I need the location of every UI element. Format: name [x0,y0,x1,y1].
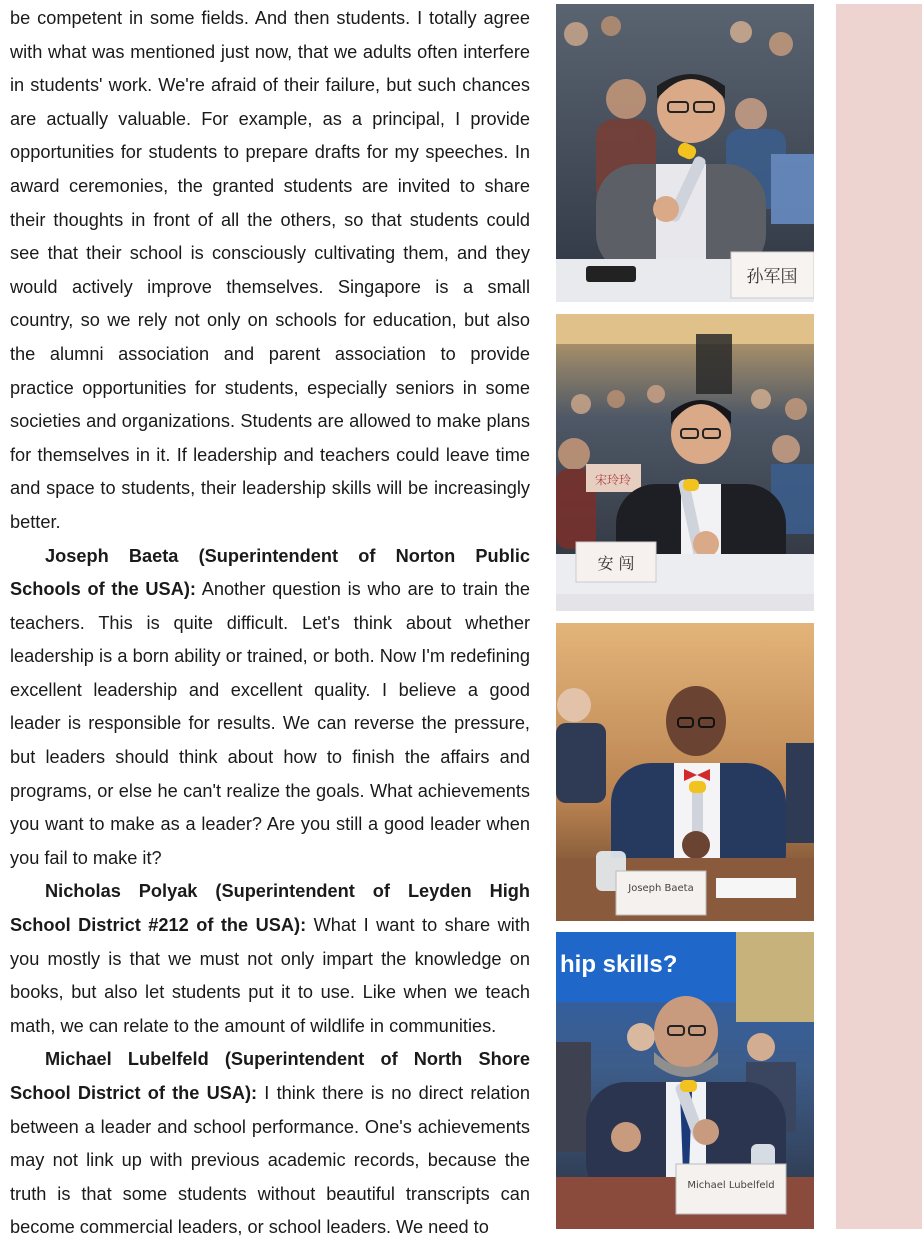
paragraph-text: Another question is who are to train the teachers. This is quite difficult. Let's think about whether leadership is a born ability or trained, or both. Now I'm redefining excellent leadership and excellent quality. I believe a good leader is responsible for results. We can reverse the pressure, but leaders should think about how to finish the affairs and programs, or else he can't realize the goals. What achievements you want to make as a leader? Are you still a good leader when you fail to make it? [10,579,530,868]
photo-speaker-4 [556,932,814,1229]
banner-text: hip skills? [560,951,678,978]
photo-speaker-3 [556,623,814,921]
speaker-name: Michael Lubelfeld (Superintendent of North Shore School District of the USA): [10,1049,530,1103]
speaker-name: Joseph Baeta (Superintendent of Norton Public Schools of the USA): [10,545,530,600]
nameplate-text: 安 闯 [597,554,635,573]
nameplate-back-text: 宋玲玲 [594,473,632,487]
article-text [10,2,530,1245]
paragraph-joseph-baeta [10,540,530,876]
paragraph-nicholas-polyak [10,875,530,1043]
paragraph-michael-lubelfeld [10,1043,530,1245]
speaker-name: Nicholas Polyak (Superintendent of Leyden High School District #212 of the USA): [10,881,530,936]
nameplate-text: Michael Lubelfeld [687,1180,775,1191]
photo-speaker-3-image [556,623,814,921]
photo-speaker-1 [556,4,814,302]
paragraph-text: be competent in some fields. And then students. I totally agree with what was mentioned just now, that we adults often interfere in students' work. We're afraid of their failure, but such chances are actually valuable. For example, as a principal, I provide opportunities for students to prepare drafts for my speeches. In award ceremonies, the granted students are invited to share their thoughts in front of all the others, so that students could see that their school is consciously cultivating them, and they would actively improve themselves. Singapore is a small country, so we rely not only on schools for education, but also the alumni association and parent association to provide practice opportunities for students, especially seniors in some societies and organizations. Students are allowed to make plans for themselves in it. If leadership and teachers could leave time and space to students, their leadership skills will be increasingly better. [10,8,530,532]
photo-speaker-1-image [556,4,814,302]
paragraph-continuation [10,2,530,540]
photo-speaker-2-image [556,314,814,611]
paragraph-text: I think there is no direct relation between a leader and school performance. One's achievements may not link up with previous academic records, because the truth is that some students without beautiful transcripts can become commercial leaders, or school leaders. We need to [10,1083,530,1238]
decorative-sidebar-band [836,4,922,1229]
nameplate-text: Joseph Baeta [628,883,694,894]
photo-speaker-2 [556,314,814,611]
photo-speaker-4-image [556,932,814,1229]
paragraph-text: What I want to share with you mostly is that we must not only impart the knowledge on books, but also let students put it to use. Like when we teach math, we can relate to the amount of wildlife in communities. [10,915,531,1036]
nameplate-text: 孙军国 [746,267,798,287]
